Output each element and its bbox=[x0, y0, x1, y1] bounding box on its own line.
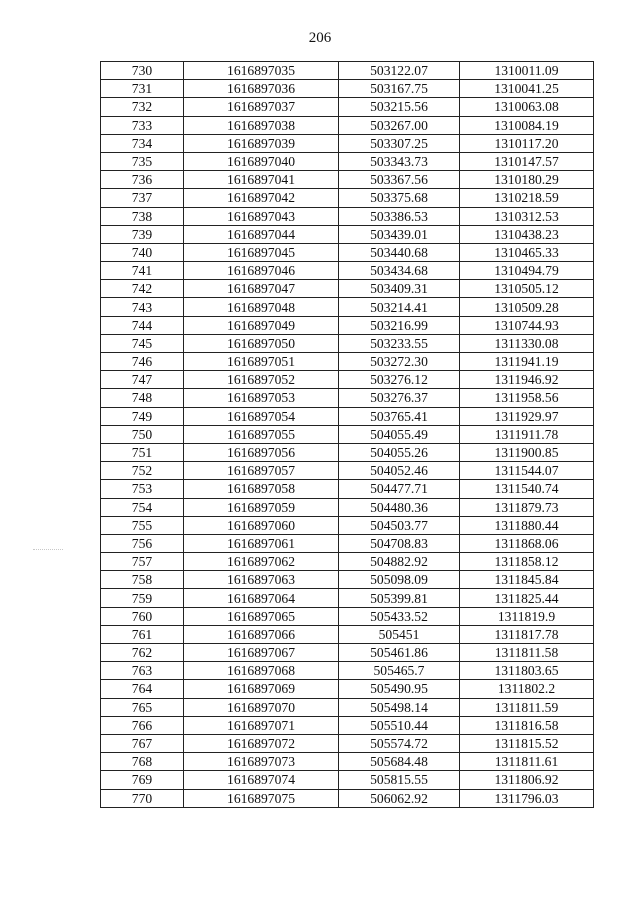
y-coordinate-cell: 1311929.97 bbox=[460, 407, 594, 425]
point-id-cell: 1616897058 bbox=[184, 480, 339, 498]
x-coordinate-cell: 506062.92 bbox=[339, 789, 460, 807]
point-id-cell: 1616897055 bbox=[184, 425, 339, 443]
x-coordinate-cell: 505399.81 bbox=[339, 589, 460, 607]
table-row bbox=[101, 98, 594, 116]
point-id-cell: 1616897063 bbox=[184, 571, 339, 589]
point-id-cell: 1616897066 bbox=[184, 625, 339, 643]
point-id-cell: 1616897071 bbox=[184, 716, 339, 734]
table-row bbox=[101, 407, 594, 425]
y-coordinate-cell: 1310011.09 bbox=[460, 62, 594, 80]
point-number-cell: 769 bbox=[101, 771, 184, 789]
coordinate-table bbox=[100, 61, 594, 808]
point-number-cell: 754 bbox=[101, 498, 184, 516]
x-coordinate-cell: 504882.92 bbox=[339, 553, 460, 571]
point-number-cell: 733 bbox=[101, 116, 184, 134]
table-row bbox=[101, 498, 594, 516]
y-coordinate-cell: 1311811.59 bbox=[460, 698, 594, 716]
point-id-cell: 1616897039 bbox=[184, 134, 339, 152]
point-id-cell: 1616897052 bbox=[184, 371, 339, 389]
table-row bbox=[101, 280, 594, 298]
point-number-cell: 746 bbox=[101, 353, 184, 371]
point-number-cell: 755 bbox=[101, 516, 184, 534]
table-row bbox=[101, 225, 594, 243]
x-coordinate-cell: 503215.56 bbox=[339, 98, 460, 116]
page-number: 206 bbox=[308, 30, 332, 46]
point-number-cell: 770 bbox=[101, 789, 184, 807]
table-row bbox=[101, 316, 594, 334]
x-coordinate-cell: 504055.26 bbox=[339, 443, 460, 461]
table-body bbox=[101, 62, 594, 808]
x-coordinate-cell: 505815.55 bbox=[339, 771, 460, 789]
point-id-cell: 1616897051 bbox=[184, 353, 339, 371]
x-coordinate-cell: 503122.07 bbox=[339, 62, 460, 80]
point-number-cell: 741 bbox=[101, 262, 184, 280]
table-row bbox=[101, 353, 594, 371]
x-coordinate-cell: 503267.00 bbox=[339, 116, 460, 134]
table-row bbox=[101, 189, 594, 207]
point-id-cell: 1616897040 bbox=[184, 152, 339, 170]
x-coordinate-cell: 503214.41 bbox=[339, 298, 460, 316]
x-coordinate-cell: 505451 bbox=[339, 625, 460, 643]
point-id-cell: 1616897035 bbox=[184, 62, 339, 80]
y-coordinate-cell: 1311819.9 bbox=[460, 607, 594, 625]
y-coordinate-cell: 1310465.33 bbox=[460, 243, 594, 261]
x-coordinate-cell: 504055.49 bbox=[339, 425, 460, 443]
table-row bbox=[101, 734, 594, 752]
y-coordinate-cell: 1310180.29 bbox=[460, 171, 594, 189]
point-number-cell: 731 bbox=[101, 80, 184, 98]
x-coordinate-cell: 503439.01 bbox=[339, 225, 460, 243]
point-number-cell: 756 bbox=[101, 534, 184, 552]
x-coordinate-cell: 505098.09 bbox=[339, 571, 460, 589]
y-coordinate-cell: 1311803.65 bbox=[460, 662, 594, 680]
point-number-cell: 768 bbox=[101, 753, 184, 771]
point-id-cell: 1616897069 bbox=[184, 680, 339, 698]
y-coordinate-cell: 1311816.58 bbox=[460, 716, 594, 734]
table-row bbox=[101, 389, 594, 407]
y-coordinate-cell: 1311811.61 bbox=[460, 753, 594, 771]
point-id-cell: 1616897054 bbox=[184, 407, 339, 425]
point-number-cell: 735 bbox=[101, 152, 184, 170]
x-coordinate-cell: 503375.68 bbox=[339, 189, 460, 207]
x-coordinate-cell: 505498.14 bbox=[339, 698, 460, 716]
point-id-cell: 1616897045 bbox=[184, 243, 339, 261]
point-id-cell: 1616897049 bbox=[184, 316, 339, 334]
point-number-cell: 740 bbox=[101, 243, 184, 261]
table-row bbox=[101, 480, 594, 498]
point-id-cell: 1616897072 bbox=[184, 734, 339, 752]
x-coordinate-cell: 503276.12 bbox=[339, 371, 460, 389]
point-number-cell: 738 bbox=[101, 207, 184, 225]
table-row bbox=[101, 571, 594, 589]
table-row bbox=[101, 207, 594, 225]
table-row bbox=[101, 753, 594, 771]
point-number-cell: 749 bbox=[101, 407, 184, 425]
table-row bbox=[101, 516, 594, 534]
table-row bbox=[101, 462, 594, 480]
y-coordinate-cell: 1311544.07 bbox=[460, 462, 594, 480]
point-number-cell: 744 bbox=[101, 316, 184, 334]
point-id-cell: 1616897043 bbox=[184, 207, 339, 225]
y-coordinate-cell: 1311806.92 bbox=[460, 771, 594, 789]
x-coordinate-cell: 503440.68 bbox=[339, 243, 460, 261]
point-number-cell: 753 bbox=[101, 480, 184, 498]
x-coordinate-cell: 505461.86 bbox=[339, 644, 460, 662]
point-number-cell: 737 bbox=[101, 189, 184, 207]
x-coordinate-cell: 503434.68 bbox=[339, 262, 460, 280]
x-coordinate-cell: 504052.46 bbox=[339, 462, 460, 480]
x-coordinate-cell: 505465.7 bbox=[339, 662, 460, 680]
y-coordinate-cell: 1311958.56 bbox=[460, 389, 594, 407]
table-row bbox=[101, 534, 594, 552]
point-id-cell: 1616897062 bbox=[184, 553, 339, 571]
table-row bbox=[101, 334, 594, 352]
table-row bbox=[101, 625, 594, 643]
table-row bbox=[101, 662, 594, 680]
x-coordinate-cell: 505684.48 bbox=[339, 753, 460, 771]
y-coordinate-cell: 1311815.52 bbox=[460, 734, 594, 752]
x-coordinate-cell: 503409.31 bbox=[339, 280, 460, 298]
y-coordinate-cell: 1311868.06 bbox=[460, 534, 594, 552]
y-coordinate-cell: 1310505.12 bbox=[460, 280, 594, 298]
x-coordinate-cell: 503367.56 bbox=[339, 171, 460, 189]
table-row bbox=[101, 298, 594, 316]
point-id-cell: 1616897070 bbox=[184, 698, 339, 716]
point-id-cell: 1616897056 bbox=[184, 443, 339, 461]
point-number-cell: 758 bbox=[101, 571, 184, 589]
table-row bbox=[101, 607, 594, 625]
point-number-cell: 747 bbox=[101, 371, 184, 389]
x-coordinate-cell: 503167.75 bbox=[339, 80, 460, 98]
point-number-cell: 757 bbox=[101, 553, 184, 571]
table-row bbox=[101, 771, 594, 789]
x-coordinate-cell: 503386.53 bbox=[339, 207, 460, 225]
x-coordinate-cell: 504477.71 bbox=[339, 480, 460, 498]
y-coordinate-cell: 1311946.92 bbox=[460, 371, 594, 389]
y-coordinate-cell: 1311941.19 bbox=[460, 353, 594, 371]
table-row bbox=[101, 243, 594, 261]
point-number-cell: 748 bbox=[101, 389, 184, 407]
point-id-cell: 1616897042 bbox=[184, 189, 339, 207]
point-id-cell: 1616897075 bbox=[184, 789, 339, 807]
point-number-cell: 736 bbox=[101, 171, 184, 189]
y-coordinate-cell: 1311330.08 bbox=[460, 334, 594, 352]
x-coordinate-cell: 503276.37 bbox=[339, 389, 460, 407]
point-number-cell: 761 bbox=[101, 625, 184, 643]
table-row bbox=[101, 553, 594, 571]
point-number-cell: 766 bbox=[101, 716, 184, 734]
x-coordinate-cell: 503272.30 bbox=[339, 353, 460, 371]
point-id-cell: 1616897036 bbox=[184, 80, 339, 98]
x-coordinate-cell: 503343.73 bbox=[339, 152, 460, 170]
x-coordinate-cell: 505433.52 bbox=[339, 607, 460, 625]
x-coordinate-cell: 503307.25 bbox=[339, 134, 460, 152]
point-number-cell: 763 bbox=[101, 662, 184, 680]
y-coordinate-cell: 1311796.03 bbox=[460, 789, 594, 807]
x-coordinate-cell: 505574.72 bbox=[339, 734, 460, 752]
point-id-cell: 1616897068 bbox=[184, 662, 339, 680]
point-id-cell: 1616897047 bbox=[184, 280, 339, 298]
y-coordinate-cell: 1310041.25 bbox=[460, 80, 594, 98]
point-id-cell: 1616897061 bbox=[184, 534, 339, 552]
table-row bbox=[101, 116, 594, 134]
point-id-cell: 1616897053 bbox=[184, 389, 339, 407]
point-number-cell: 751 bbox=[101, 443, 184, 461]
point-number-cell: 759 bbox=[101, 589, 184, 607]
y-coordinate-cell: 1310084.19 bbox=[460, 116, 594, 134]
y-coordinate-cell: 1311900.85 bbox=[460, 443, 594, 461]
table-row bbox=[101, 80, 594, 98]
point-number-cell: 730 bbox=[101, 62, 184, 80]
y-coordinate-cell: 1311911.78 bbox=[460, 425, 594, 443]
y-coordinate-cell: 1310494.79 bbox=[460, 262, 594, 280]
y-coordinate-cell: 1310218.59 bbox=[460, 189, 594, 207]
point-id-cell: 1616897038 bbox=[184, 116, 339, 134]
point-id-cell: 1616897048 bbox=[184, 298, 339, 316]
point-number-cell: 750 bbox=[101, 425, 184, 443]
y-coordinate-cell: 1311879.73 bbox=[460, 498, 594, 516]
y-coordinate-cell: 1310509.28 bbox=[460, 298, 594, 316]
point-id-cell: 1616897037 bbox=[184, 98, 339, 116]
point-number-cell: 742 bbox=[101, 280, 184, 298]
table-row bbox=[101, 698, 594, 716]
table-row bbox=[101, 644, 594, 662]
point-id-cell: 1616897073 bbox=[184, 753, 339, 771]
point-number-cell: 743 bbox=[101, 298, 184, 316]
point-id-cell: 1616897050 bbox=[184, 334, 339, 352]
point-number-cell: 752 bbox=[101, 462, 184, 480]
y-coordinate-cell: 1311880.44 bbox=[460, 516, 594, 534]
table-row bbox=[101, 62, 594, 80]
point-id-cell: 1616897064 bbox=[184, 589, 339, 607]
margin-mark bbox=[33, 549, 63, 550]
table-row bbox=[101, 680, 594, 698]
point-number-cell: 732 bbox=[101, 98, 184, 116]
y-coordinate-cell: 1310744.93 bbox=[460, 316, 594, 334]
y-coordinate-cell: 1310312.53 bbox=[460, 207, 594, 225]
x-coordinate-cell: 504708.83 bbox=[339, 534, 460, 552]
table-row bbox=[101, 789, 594, 807]
point-number-cell: 765 bbox=[101, 698, 184, 716]
y-coordinate-cell: 1311811.58 bbox=[460, 644, 594, 662]
table-row bbox=[101, 262, 594, 280]
point-id-cell: 1616897041 bbox=[184, 171, 339, 189]
y-coordinate-cell: 1311825.44 bbox=[460, 589, 594, 607]
point-id-cell: 1616897044 bbox=[184, 225, 339, 243]
table-row bbox=[101, 171, 594, 189]
point-number-cell: 767 bbox=[101, 734, 184, 752]
x-coordinate-cell: 504503.77 bbox=[339, 516, 460, 534]
x-coordinate-cell: 505510.44 bbox=[339, 716, 460, 734]
y-coordinate-cell: 1310147.57 bbox=[460, 152, 594, 170]
table-row bbox=[101, 371, 594, 389]
table-row bbox=[101, 134, 594, 152]
x-coordinate-cell: 503216.99 bbox=[339, 316, 460, 334]
y-coordinate-cell: 1310438.23 bbox=[460, 225, 594, 243]
y-coordinate-cell: 1311802.2 bbox=[460, 680, 594, 698]
point-id-cell: 1616897057 bbox=[184, 462, 339, 480]
y-coordinate-cell: 1310117.20 bbox=[460, 134, 594, 152]
point-number-cell: 764 bbox=[101, 680, 184, 698]
y-coordinate-cell: 1311845.84 bbox=[460, 571, 594, 589]
x-coordinate-cell: 505490.95 bbox=[339, 680, 460, 698]
point-number-cell: 745 bbox=[101, 334, 184, 352]
table-row bbox=[101, 716, 594, 734]
point-id-cell: 1616897067 bbox=[184, 644, 339, 662]
point-id-cell: 1616897074 bbox=[184, 771, 339, 789]
point-id-cell: 1616897065 bbox=[184, 607, 339, 625]
point-number-cell: 760 bbox=[101, 607, 184, 625]
table-row bbox=[101, 443, 594, 461]
point-number-cell: 762 bbox=[101, 644, 184, 662]
table-row bbox=[101, 589, 594, 607]
table-row bbox=[101, 152, 594, 170]
y-coordinate-cell: 1311858.12 bbox=[460, 553, 594, 571]
point-id-cell: 1616897060 bbox=[184, 516, 339, 534]
y-coordinate-cell: 1311817.78 bbox=[460, 625, 594, 643]
point-id-cell: 1616897046 bbox=[184, 262, 339, 280]
x-coordinate-cell: 503233.55 bbox=[339, 334, 460, 352]
y-coordinate-cell: 1310063.08 bbox=[460, 98, 594, 116]
point-number-cell: 739 bbox=[101, 225, 184, 243]
point-number-cell: 734 bbox=[101, 134, 184, 152]
x-coordinate-cell: 503765.41 bbox=[339, 407, 460, 425]
y-coordinate-cell: 1311540.74 bbox=[460, 480, 594, 498]
point-id-cell: 1616897059 bbox=[184, 498, 339, 516]
table-row bbox=[101, 425, 594, 443]
x-coordinate-cell: 504480.36 bbox=[339, 498, 460, 516]
